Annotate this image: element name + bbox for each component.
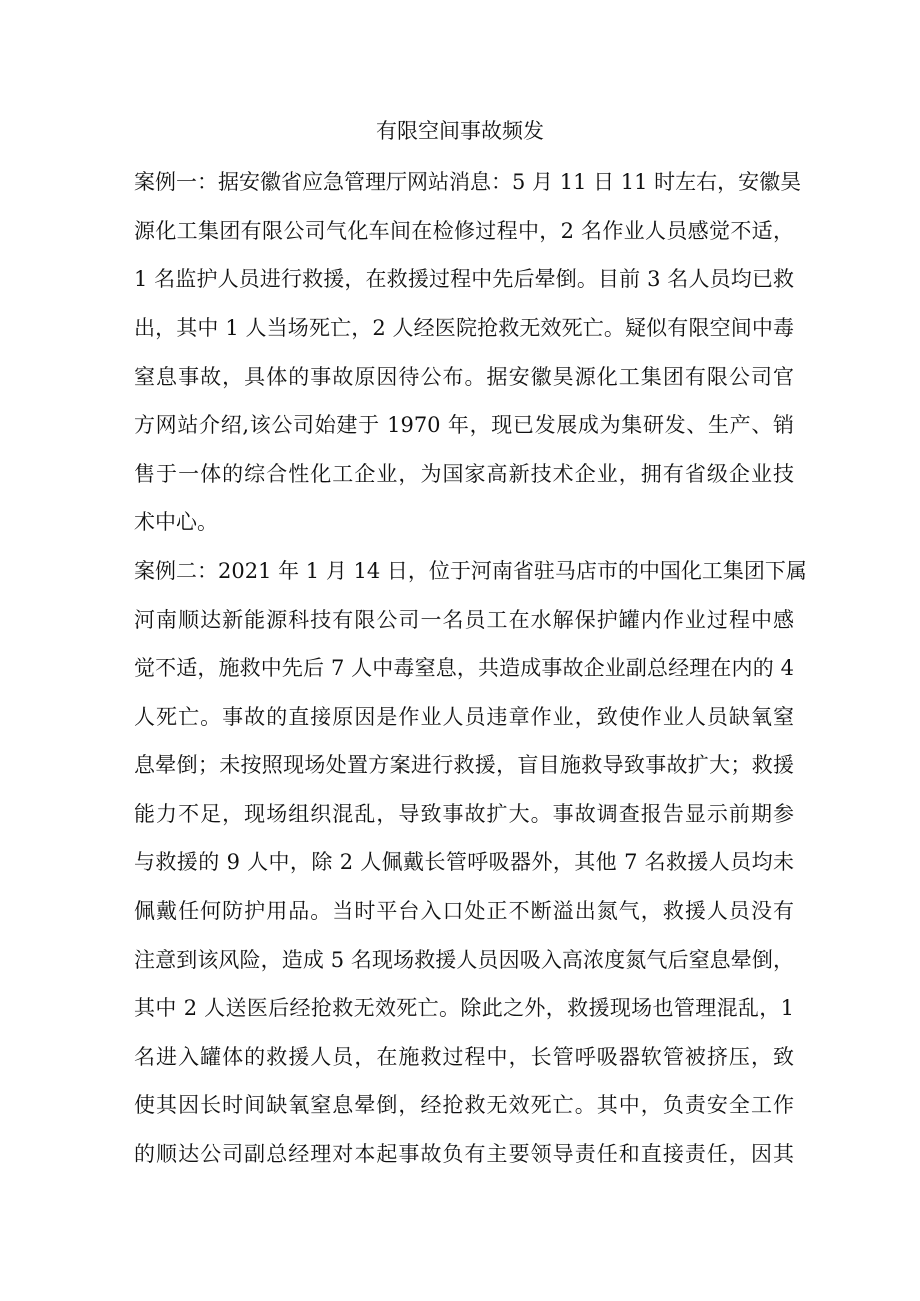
case2-line-6: 能力不足，现场组织混乱，导致事故扩大。事故调查报告显示前期参 xyxy=(134,802,794,826)
case2-line-3: 觉不适，施救中先后 7 人中毒窒息，共造成事故企业副总经理在内的 4 xyxy=(134,656,794,680)
case1-line-3: 1 名监护人员进行救援，在救援过程中先后晕倒。目前 3 名人员均已救 xyxy=(134,267,794,291)
case2-line-2: 河南顺达新能源科技有限公司一名员工在水解保护罐内作业过程中感 xyxy=(134,608,794,632)
case2-line-7: 与救援的 9 人中，除 2 人佩戴长管呼吸器外，其他 7 名救援人员均未 xyxy=(134,850,794,874)
case2-line-5: 息晕倒；未按照现场处置方案进行救援，盲目施救导致事故扩大；救援 xyxy=(134,753,794,777)
case2-line-10: 其中 2 人送医后经抢救无效死亡。除此之外，救援现场也管理混乱，1 xyxy=(134,996,794,1020)
case1-line-2: 源化工集团有限公司气化车间在检修过程中，2 名作业人员感觉不适， xyxy=(134,219,794,243)
case1-line-4: 出，其中 1 人当场死亡，2 人经医院抢救无效死亡。疑似有限空间中毒 xyxy=(134,316,794,340)
case2-line-1: 案例二：2021 年 1 月 14 日，位于河南省驻马店市的中国化工集团下属 xyxy=(134,559,807,583)
case2-line-9: 注意到该风险，造成 5 名现场救援人员因吸入高浓度氮气后窒息晕倒， xyxy=(134,948,794,972)
case2-line-8: 佩戴任何防护用品。当时平台入口处正不断溢出氮气，救援人员没有 xyxy=(134,899,794,923)
case1-line-5: 窒息事故，具体的事故原因待公布。据安徽昊源化工集团有限公司官 xyxy=(134,365,794,389)
case1-line-8: 术中心。 xyxy=(134,510,218,534)
case1-line-6: 方网站介绍,该公司始建于 1970 年，现已发展成为集研发、生产、销 xyxy=(134,413,794,437)
page-title: 有限空间事故频发 xyxy=(376,119,544,143)
case1-line-7: 售于一体的综合性化工企业，为国家高新技术企业，拥有省级企业技 xyxy=(134,462,794,486)
case1-line-1: 案例一：据安徽省应急管理厅网站消息：5 月 11 日 11 时左右，安徽昊 xyxy=(134,170,802,194)
case2-line-12: 使其因长时间缺氧窒息晕倒，经抢救无效死亡。其中，负责安全工作 xyxy=(134,1093,794,1117)
case2-line-11: 名进入罐体的救援人员，在施救过程中，长管呼吸器软管被挤压，致 xyxy=(134,1045,794,1069)
case2-line-13: 的顺达公司副总经理对本起事故负有主要领导责任和直接责任，因其 xyxy=(134,1142,794,1166)
case2-line-4: 人死亡。事故的直接原因是作业人员违章作业，致使作业人员缺氧窒 xyxy=(134,705,794,729)
